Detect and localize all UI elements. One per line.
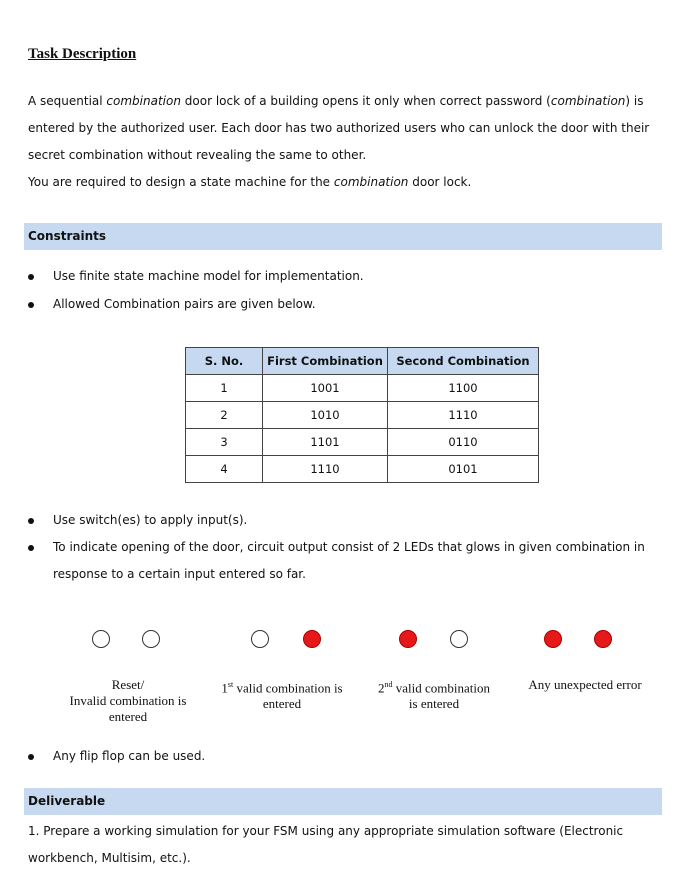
intro-line: A sequential combination door lock of a building opens it only when correct password (combination) is — [28, 94, 644, 108]
cell-first: 1110 — [263, 456, 388, 483]
bullet-dot-icon — [28, 754, 34, 760]
led-off-icon — [450, 630, 468, 648]
header-second: Second Combination — [388, 348, 539, 375]
intro-line: secret combination without revealing the same to other. — [28, 148, 367, 162]
cell-sno: 2 — [186, 402, 263, 429]
deliverable-paragraph: 1. Prepare a working simulation for your FSM using any appropriate simulation software (Electronic workbench, Multisim, etc.). — [28, 824, 624, 865]
table-row — [186, 375, 539, 402]
bullet-dot-icon — [28, 518, 34, 524]
cell-first: 1101 — [263, 429, 388, 456]
intro-line: entered by the authorized user. Each door has two authorized users who can unlock the door with their — [28, 121, 650, 135]
led-caption-error: Any unexpected error — [528, 677, 642, 692]
header-sno: S. No. — [186, 348, 263, 375]
led-off-icon — [92, 630, 110, 648]
intro-line: You are required to design a state machine for the combination door lock. — [28, 175, 472, 189]
table-header-row — [186, 348, 539, 375]
header-first: First Combination — [263, 348, 388, 375]
cell-second: 1100 — [388, 375, 539, 402]
cell-sno: 1 — [186, 375, 263, 402]
led-off-icon — [142, 630, 160, 648]
cell-second: 0110 — [388, 429, 539, 456]
bullet-dot-icon — [28, 302, 34, 308]
constraints-heading: Constraints — [24, 223, 662, 250]
led-on-icon — [594, 630, 612, 648]
table-row — [186, 402, 539, 429]
led-on-icon — [303, 630, 321, 648]
led-off-icon — [251, 630, 269, 648]
cell-sno: 3 — [186, 429, 263, 456]
cell-second: 1110 — [388, 402, 539, 429]
cell-second: 0101 — [388, 456, 539, 483]
cell-first: 1001 — [263, 375, 388, 402]
cell-first: 1010 — [263, 402, 388, 429]
table-row — [186, 456, 539, 483]
bullet-dot-icon — [28, 274, 34, 280]
bullet-dot-icon — [28, 545, 34, 551]
intro-paragraph — [28, 88, 664, 196]
page-title: Task Description — [28, 46, 137, 62]
led-caption-reset: Reset/ Invalid combination is entered — [69, 677, 187, 724]
combination-table — [185, 347, 539, 483]
led-caption-first-valid: 1st valid combination is entered — [221, 680, 343, 712]
led-on-icon — [399, 630, 417, 648]
cell-sno: 4 — [186, 456, 263, 483]
table-row — [186, 429, 539, 456]
led-on-icon — [544, 630, 562, 648]
led-caption-second-valid: 2nd valid combination is entered — [378, 680, 490, 712]
deliverable-heading: Deliverable — [24, 788, 662, 815]
